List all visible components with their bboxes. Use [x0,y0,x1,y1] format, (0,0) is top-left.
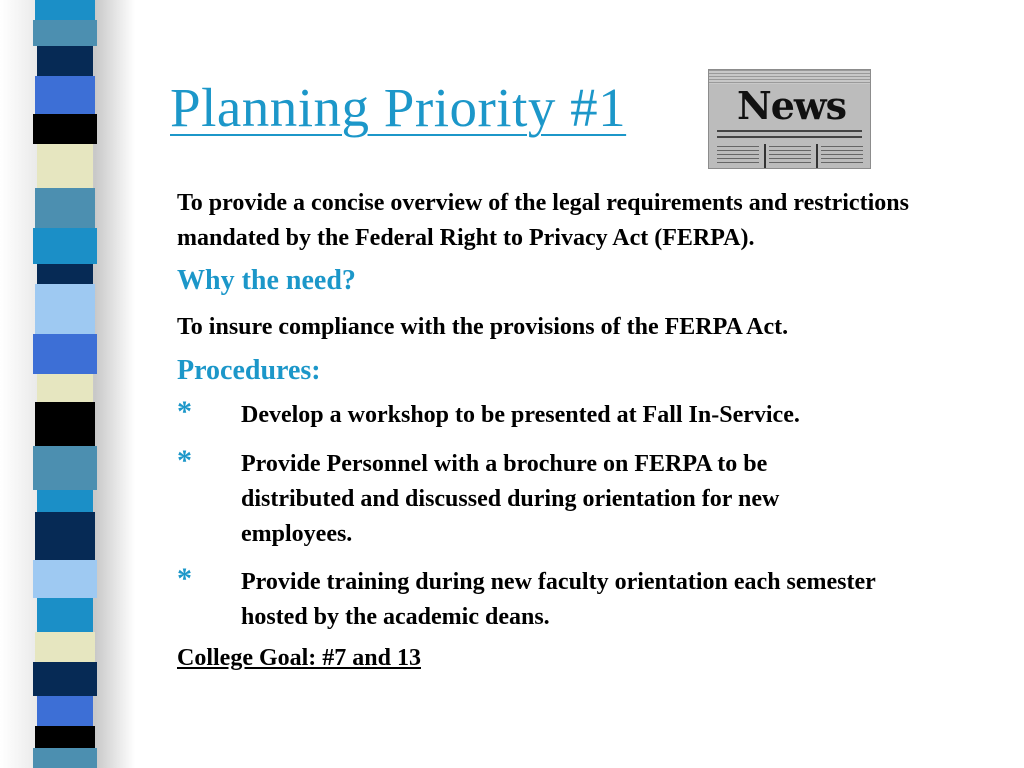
slide-title: Planning Priority #1 [170,77,627,138]
news-label: News [737,83,847,128]
news-icon [708,69,871,169]
stripe-segment [35,0,95,20]
procedure-item [177,395,917,433]
stripe-segment [33,334,97,374]
stripe-segment [33,114,97,144]
news-rule [717,130,862,132]
stripe-segment [37,490,93,512]
decorative-stripe-bar [33,0,97,768]
stripe-segment [37,374,93,402]
news-column [717,146,759,166]
procedure-text: Develop a workshop to be presented at Fall In-Service. [241,402,800,428]
asterisk-bullet-icon: * [177,562,192,595]
asterisk-bullet-icon: * [177,395,192,428]
slide-body [177,186,917,676]
stripe-segment [37,144,93,188]
overview-text: To provide a concise overview of the legal requirements and restrictions mandated by the Federal Right to Privacy Act (FERPA). [177,190,909,251]
stripe-segment [33,748,97,768]
stripe-segment [37,696,93,726]
stripe-segment [33,560,97,598]
news-column [821,146,863,166]
stripe-segment [37,598,93,632]
stripe-segment [33,446,97,490]
stripe-segment [37,46,93,76]
stripe-segment [33,662,97,696]
stripe-segment [35,402,95,446]
procedures-heading: Procedures: [177,355,321,386]
need-text: To insure compliance with the provisions of the FERPA Act. [177,314,789,340]
asterisk-bullet-icon: * [177,444,192,477]
procedure-item [177,562,881,635]
stripe-segment [35,632,95,662]
procedure-text: Provide Personnel with a brochure on FERPA to be distributed and discussed during orientation for new employees. [241,451,780,547]
stripe-segment [35,188,95,228]
stripe-segment [37,264,93,284]
need-heading: Why the need? [177,265,356,296]
stripe-segment [33,20,97,46]
stripe-segment [33,228,97,264]
college-goal: College Goal: #7 and 13 [177,645,421,671]
stripe-segment [35,284,95,334]
stripe-segment [35,726,95,748]
procedure-item [177,444,881,552]
news-rule [717,136,862,138]
news-column [769,146,811,166]
news-column-divider [816,144,818,168]
procedure-text: Provide training during new faculty orientation each semester hosted by the academic deans. [241,569,876,630]
news-header-band [709,70,870,84]
stripe-segment [35,76,95,114]
stripe-segment [35,512,95,560]
news-column-divider [764,144,766,168]
